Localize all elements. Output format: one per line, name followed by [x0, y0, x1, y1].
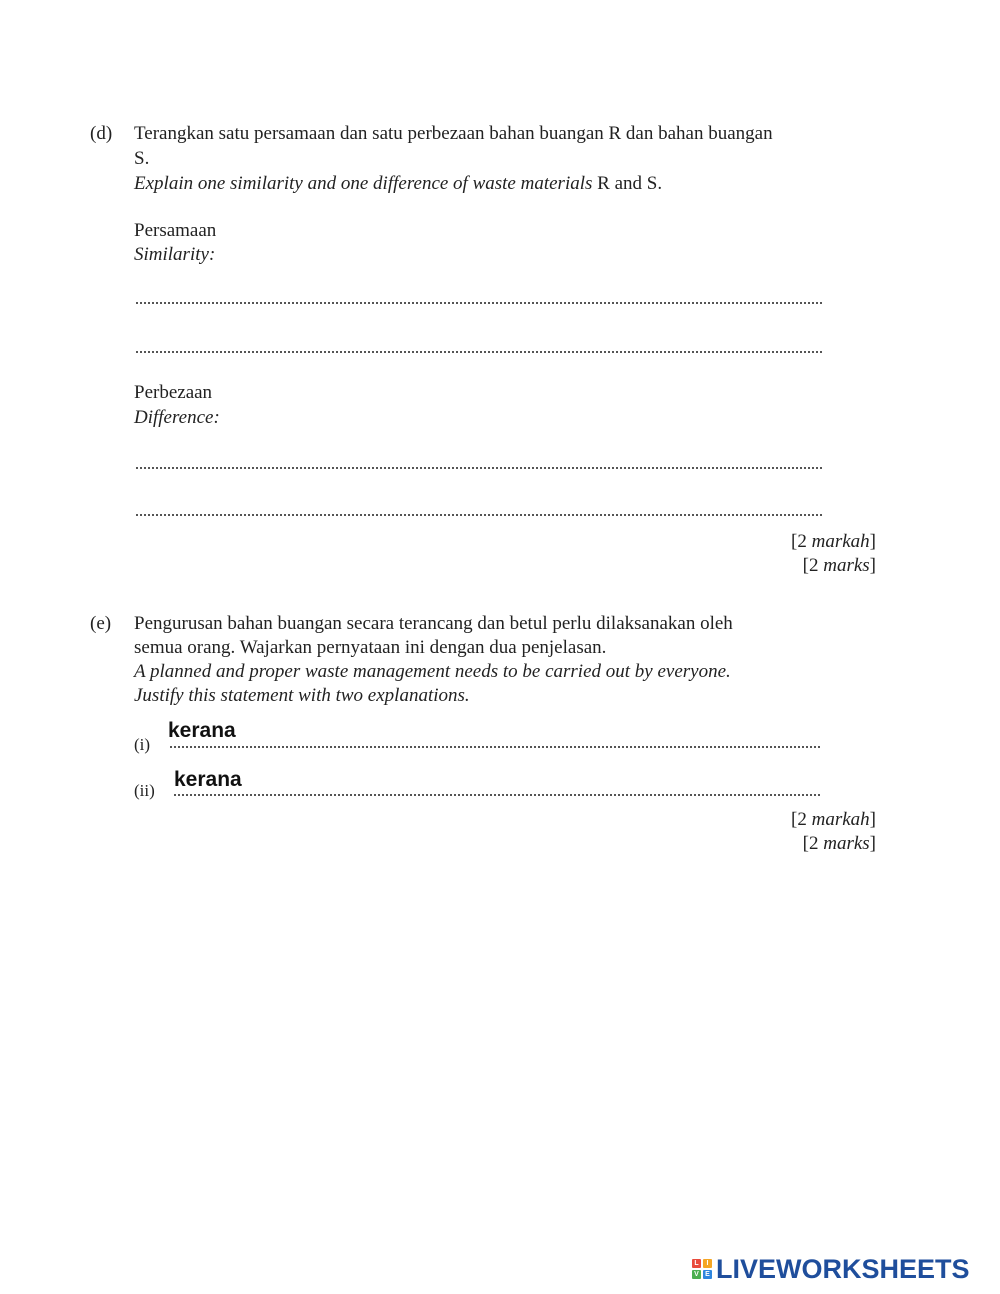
marks-number: [2 [802, 555, 819, 576]
logo-letter-e: E [703, 1270, 712, 1279]
logo-letter-l: L [692, 1259, 701, 1268]
difference-answer-line-2[interactable] [136, 514, 822, 516]
question-d-text-en-part2: R and S. [597, 173, 663, 194]
item-i-answer-input[interactable]: kerana [168, 719, 236, 742]
marks-number: [2 [791, 531, 807, 552]
marks-close: ] [869, 555, 876, 576]
marks-close: ] [869, 809, 876, 830]
question-e-marks-en [803, 832, 876, 856]
difference-answer-line-1[interactable] [136, 467, 822, 469]
similarity-label-en: Similarity: [134, 244, 216, 265]
difference-label-ms: Perbezaan [134, 382, 213, 403]
marks-word: marks [823, 555, 870, 576]
question-d-marks-ms [791, 530, 876, 554]
item-ii-answer-input[interactable]: kerana [174, 768, 242, 791]
item-ii-label: (ii) [134, 781, 155, 800]
logo-icon [692, 1259, 712, 1279]
question-e-text-ms-line1: Pengurusan bahan buangan secara terancang dan betul perlu dilaksanakan oleh [134, 613, 733, 634]
marks-number: [2 [802, 833, 819, 854]
liveworksheets-logo [692, 1254, 970, 1284]
question-d-text-ms-line1: Terangkan satu persamaan dan satu perbezaan bahan buangan R dan bahan buangan [134, 123, 773, 144]
question-d-text-en [134, 172, 662, 196]
similarity-answer-line-1[interactable] [136, 302, 822, 304]
question-d-text-en-part1: Explain one similarity and one difference of waste materials [134, 173, 593, 194]
question-d-label: (d) [90, 123, 113, 144]
similarity-label-ms: Persamaan [134, 220, 217, 241]
similarity-answer-line-2[interactable] [136, 351, 822, 353]
question-e-text-en-line2: Justify this statement with two explanations. [134, 685, 470, 706]
logo-letter-v: V [692, 1270, 701, 1279]
difference-label-en: Difference: [134, 407, 220, 428]
question-e-text-ms-line2: semua orang. Wajarkan pernyataan ini dengan dua penjelasan. [134, 637, 607, 658]
question-d-text-ms-line2: S. [134, 148, 150, 169]
item-ii-answer-line[interactable] [174, 794, 820, 796]
marks-close: ] [869, 833, 876, 854]
marks-word: markah [811, 531, 870, 552]
question-e-label: (e) [90, 613, 112, 634]
item-i-answer-line[interactable] [170, 746, 820, 748]
marks-number: [2 [791, 809, 807, 830]
question-d-marks-en [803, 554, 876, 578]
marks-word: markah [811, 809, 870, 830]
marks-close: ] [869, 531, 876, 552]
logo-text: LIVEWORKSHEETS [716, 1253, 970, 1284]
question-e-text-en-line1: A planned and proper waste management needs to be carried out by everyone. [134, 661, 731, 682]
question-e-marks-ms [791, 808, 876, 832]
logo-letter-i: I [703, 1259, 712, 1268]
marks-word: marks [823, 833, 870, 854]
item-i-label: (i) [134, 735, 151, 754]
